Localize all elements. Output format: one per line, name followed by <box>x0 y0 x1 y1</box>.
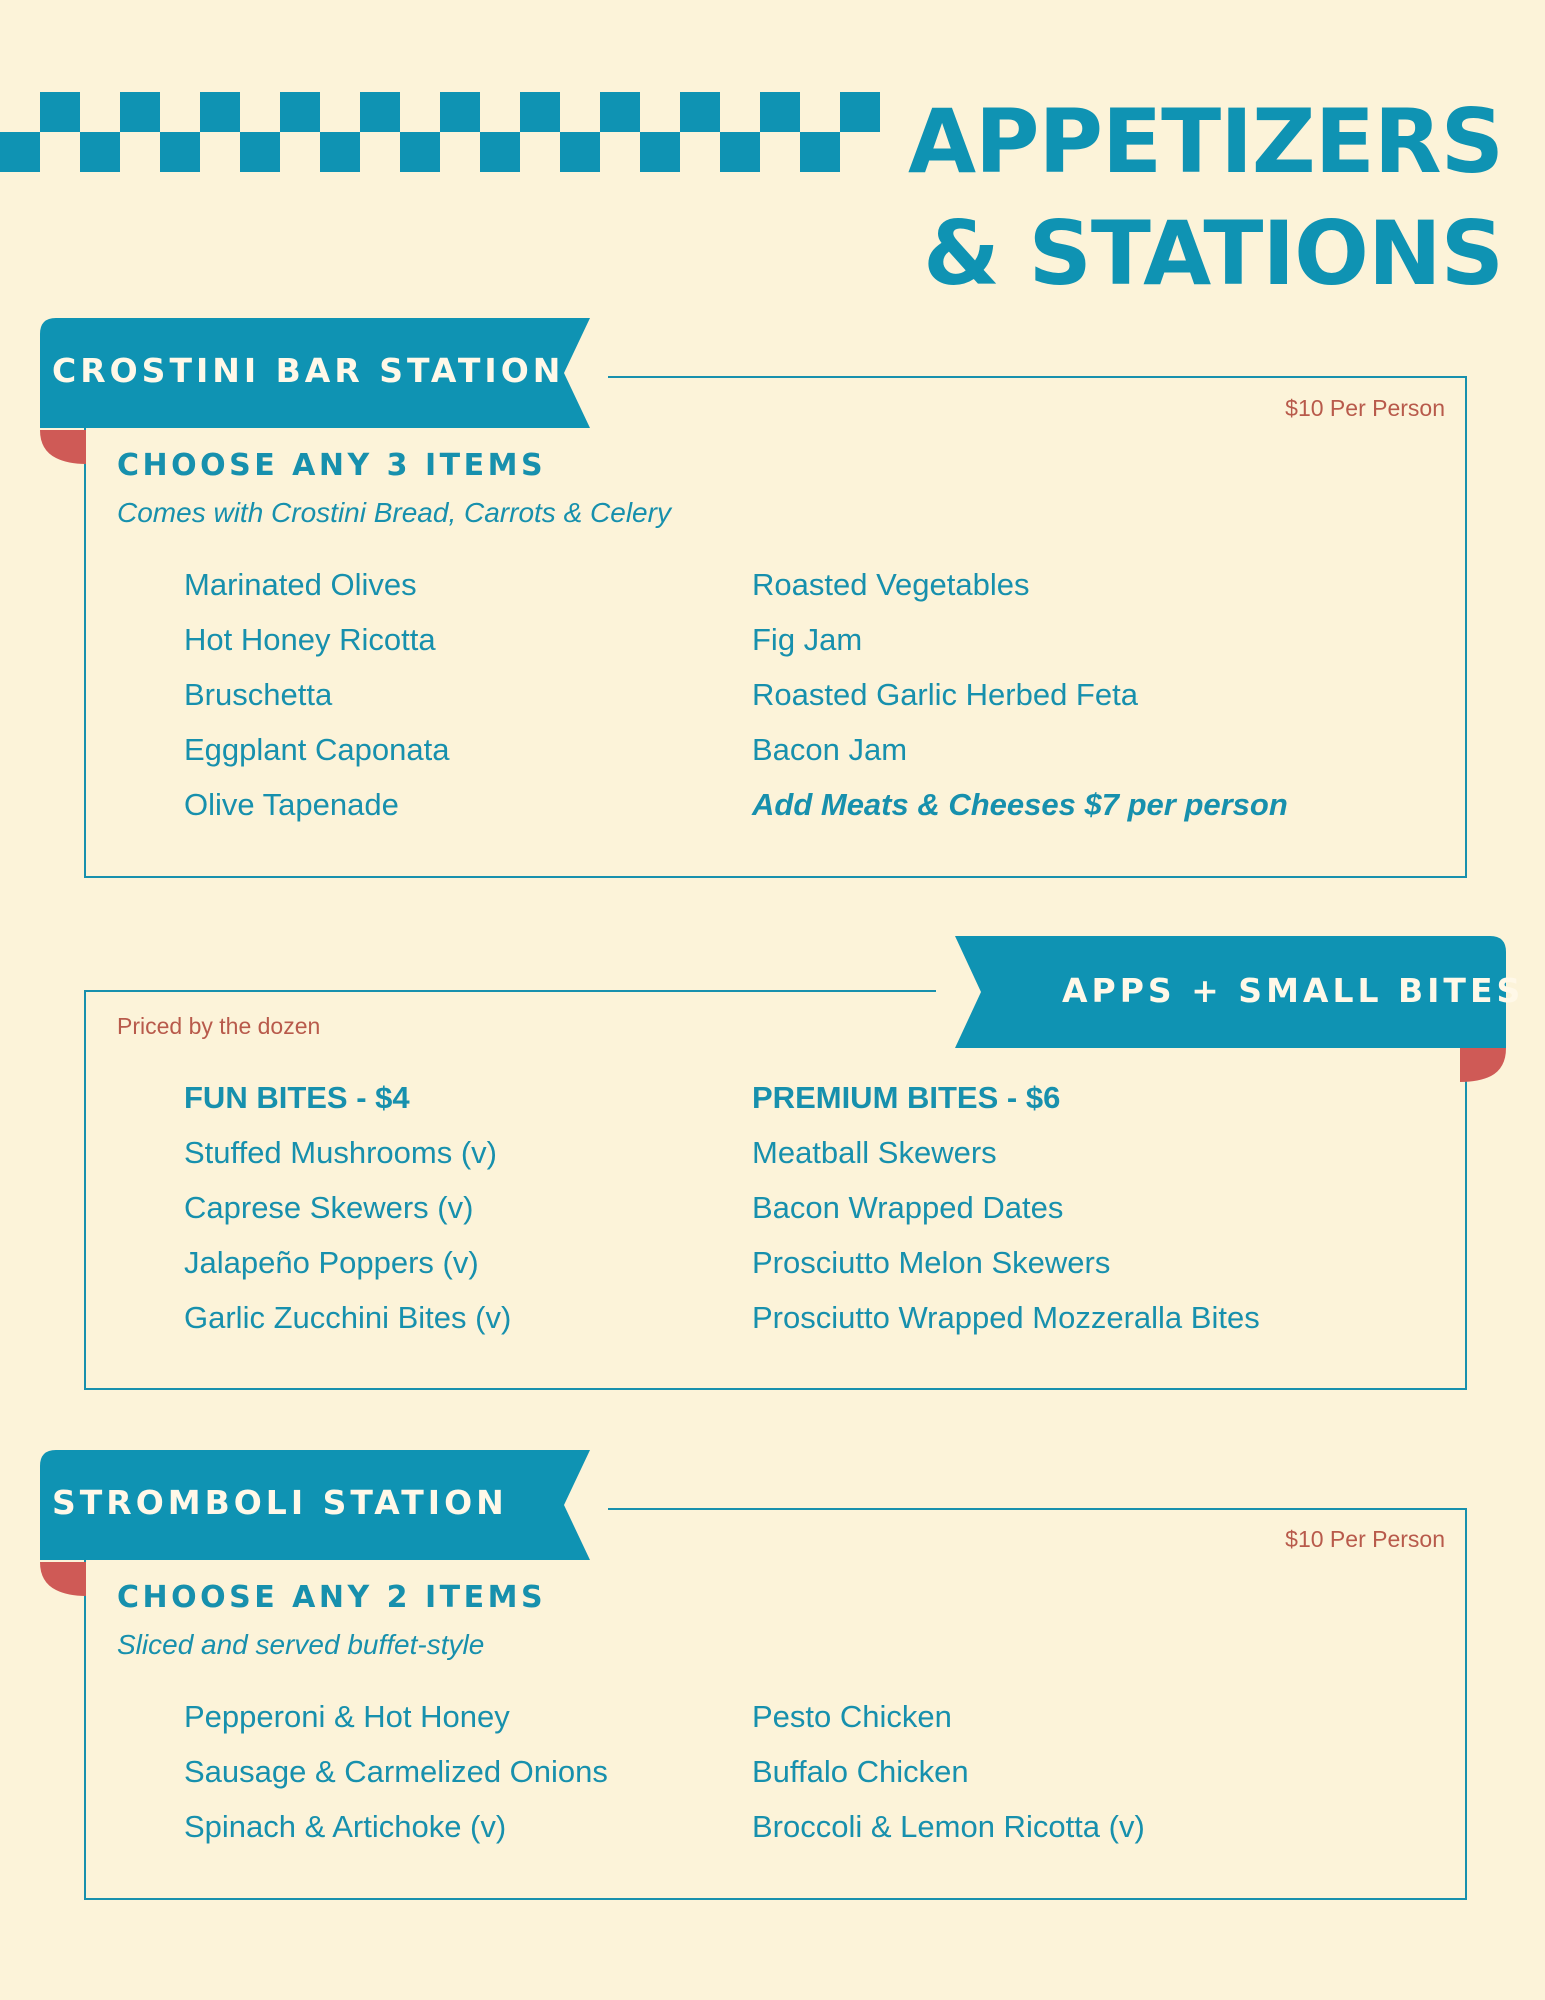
stromboli-right-list <box>752 1689 1145 1854</box>
page-title-line-1: APPETIZERS <box>907 90 1503 193</box>
checker-square <box>480 132 520 172</box>
stromboli-note: Sliced and served buffet-style <box>117 1629 485 1660</box>
list-item: Stuffed Mushrooms (v) <box>184 1135 497 1170</box>
checker-square <box>40 92 80 132</box>
premium-bites-list <box>752 1070 1260 1345</box>
list-item: Marinated Olives <box>184 567 417 602</box>
list-item: Garlic Zucchini Bites (v) <box>184 1300 512 1335</box>
apps-price: Priced by the dozen <box>117 1013 321 1039</box>
list-item: Bacon Jam <box>752 732 908 767</box>
list-item: Caprese Skewers (v) <box>184 1190 474 1225</box>
checker-square <box>80 132 120 172</box>
stromboli-price: $10 Per Person <box>1285 1526 1445 1552</box>
fun-bites-list <box>184 1070 511 1345</box>
checker-square <box>160 132 200 172</box>
list-item: Prosciutto Melon Skewers <box>752 1245 1111 1280</box>
page-title <box>908 86 1503 310</box>
list-item: Olive Tapenade <box>184 787 399 822</box>
checker-square <box>840 92 880 132</box>
apps-banner <box>955 936 1525 1082</box>
checker-square <box>720 132 760 172</box>
premium-bites-heading: PREMIUM BITES - $6 <box>752 1080 1061 1115</box>
fun-bites-heading: FUN BITES - $4 <box>184 1080 410 1115</box>
list-item: Bacon Wrapped Dates <box>752 1190 1064 1225</box>
list-item: Fig Jam <box>752 622 863 657</box>
list-item: Eggplant Caponata <box>184 732 450 767</box>
checkerboard-decoration <box>0 92 915 172</box>
crostini-banner-ribbon <box>40 318 600 464</box>
checker-square <box>600 92 640 132</box>
checker-square <box>520 92 560 132</box>
stromboli-banner-ribbon <box>40 1450 600 1596</box>
stromboli-banner-label: STROMBOLI STATION <box>52 1483 508 1522</box>
checker-square <box>800 132 840 172</box>
list-item: Broccoli & Lemon Ricotta (v) <box>752 1809 1145 1844</box>
checker-square <box>200 92 240 132</box>
checker-square <box>760 92 800 132</box>
crostini-note: Comes with Crostini Bread, Carrots & Celery <box>117 497 671 528</box>
checker-square <box>560 132 600 172</box>
list-item: Prosciutto Wrapped Mozzeralla Bites <box>752 1300 1260 1335</box>
checker-square <box>640 132 680 172</box>
checker-square <box>0 132 40 172</box>
crostini-subhead: CHOOSE ANY 3 ITEMS <box>117 448 547 483</box>
list-item: Hot Honey Ricotta <box>184 622 436 657</box>
checker-square <box>680 92 720 132</box>
checker-square <box>320 132 360 172</box>
crostini-left-list <box>184 557 449 832</box>
list-item: Bruschetta <box>184 677 333 712</box>
list-item: Roasted Vegetables <box>752 567 1030 602</box>
crostini-price: $10 Per Person <box>1285 395 1445 421</box>
list-item: Pesto Chicken <box>752 1699 952 1734</box>
list-item: Buffalo Chicken <box>752 1754 969 1789</box>
stromboli-banner <box>40 1450 600 1596</box>
apps-banner-label: APPS + SMALL BITES <box>1062 971 1525 1010</box>
list-item: Roasted Garlic Herbed Feta <box>752 677 1138 712</box>
crostini-banner-label: CROSTINI BAR STATION <box>52 351 565 390</box>
page-title-line-2: & STATIONS <box>923 202 1503 305</box>
checker-square <box>440 92 480 132</box>
checker-square <box>280 92 320 132</box>
stromboli-subhead: CHOOSE ANY 2 ITEMS <box>117 1580 547 1615</box>
crostini-addon: Add Meats & Cheeses $7 per person <box>752 787 1288 822</box>
list-item: Jalapeño Poppers (v) <box>184 1245 479 1280</box>
list-item: Pepperoni & Hot Honey <box>184 1699 510 1734</box>
checker-square <box>120 92 160 132</box>
checker-square <box>240 132 280 172</box>
list-item: Meatball Skewers <box>752 1135 997 1170</box>
checker-square <box>400 132 440 172</box>
list-item: Sausage & Carmelized Onions <box>184 1754 608 1789</box>
list-item: Spinach & Artichoke (v) <box>184 1809 507 1844</box>
crostini-right-list <box>752 557 1288 832</box>
checker-square <box>360 92 400 132</box>
stromboli-left-list <box>184 1689 608 1854</box>
crostini-banner <box>40 318 600 464</box>
